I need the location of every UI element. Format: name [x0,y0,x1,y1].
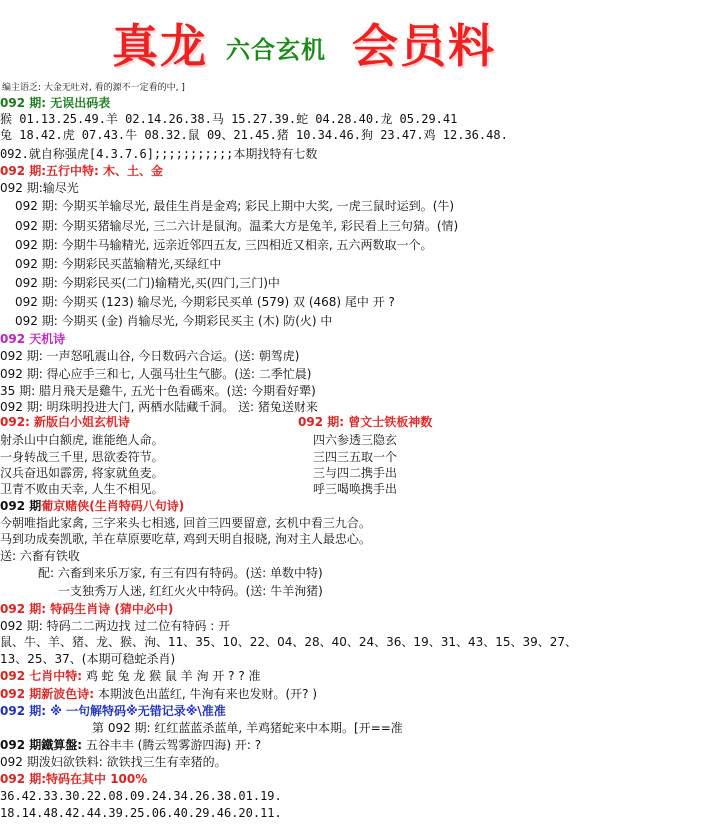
header-title-left: 真龙 [112,19,208,73]
s6-line3: 13、25、37、(本期可稳蛇杀肖) [0,652,176,666]
s5-indent-line: 配: 六畜到来乐万家, 有三有四有特码。(送: 单数中特) [38,566,323,580]
s7-line4: 第 092 期: 红红蓝蓝杀蓝单, 羊鸡猪蛇来中本期。[开==准 [92,721,403,735]
header-title-right: 会员料 [352,19,496,73]
s2-line: 092 期: 今期买羊输尽光, 最佳生肖是金鸡; 彩民上期中大奖, 一虎三鼠时运到。(牛) [15,199,455,213]
s2-line: 092 期: 今期买 (123) 输尽光, 今期彩民买单 (579) 双 (468) 尾中 开 ? [15,295,395,309]
s5-line: 马到功成奏凯歌, 羊在草原要吃草, 鸡到天明自报晓, 洵对主人最忠心。 [0,532,371,546]
s7-line5 [0,737,261,753]
s7-line1-text: 鸡 蛇 兔 龙 猴 鼠 羊 洵 开 ? ? 准 [82,669,261,683]
s4-right-title: 092 期: 曾文士铁板神数 [298,415,433,429]
s1-row3: 092.就自称强虎[4.3.7.6];;;;;;;;;;;本期找特有七数 [0,147,318,161]
s7-line2-label: 092 期新波色诗: [0,687,95,701]
s4-left-title: 092: 新版白小姐玄机诗 [0,415,131,429]
s7-line9: 18.14.48.42.44.39.25.06.40.29.46.20.11. [0,806,282,820]
s3-line: 092 期: 明珠明投进大门, 两栖水陆藏千洞。 送: 猪兔送财来 [0,400,318,414]
s3-line: 092 期: 一声怒吼震山谷, 今日数码六合运。(送: 朝驾虎) [0,349,300,363]
s7-line8: 36.42.33.30.22.08.09.24.34.26.38.01.19. [0,789,282,803]
s2-title: 092 期:五行中特: 木、土、金 [0,164,164,178]
s5-line: 今朝唯指此家禽, 三字来头七相逃, 回首三四要留意, 玄机中看三九合。 [0,516,371,530]
s3-line: 092 期: 得心应手三和七, 人强马壮生气膨。(送: 二季忙晨) [0,367,312,381]
notice-text: 编主语乏: 大金无吐对, 看的源不一定看的中, ] [2,83,185,93]
s5-indent-line: 一支独秀万人迷, 红红火火中特码。(送: 牛羊洵猪) [58,584,323,598]
s5-title-a: 092 期 [0,499,42,513]
s2-line: 092 期: 今期买 (金) 肖输尽光, 今期彩民买主 (木) 防(火) 中 [15,314,333,328]
s1-title: 092 期: 无误出码表 [0,96,111,110]
s4-left-line: 卫青不败由天幸, 人生不相见。 [0,482,164,496]
s3-title: 092 天机诗 [0,332,66,346]
s6-title: 092 期: 特码生肖诗 (猜中必中) [0,602,174,616]
s6-line2: 鼠、牛、羊、猪、龙、猴、洵、11、35、10、22、04、28、40、24、36、19、31、43、15、39、27、 [0,635,578,649]
s5-line: 送: 六畜有铁收 [0,549,80,563]
s7-line1 [0,668,261,684]
header-title-mid: 六合玄机 [226,35,326,64]
s1-row1: 猴 01.13.25.49.羊 02.14.26.38.马 15.27.39.蛇 04.28.40.龙 05.29.41 [0,112,458,126]
s3-line: 35 期: 腊月飛天是雞牛, 五光十色看碼來。(送: 今期看好犟) [0,384,316,398]
s7-line2-text: 本期波色出蓝红, 牛洵有来也发财。(开? ) [94,687,318,701]
s5-title [0,498,184,514]
page-header [0,0,720,76]
s2-line: 092 期: 今期买猪输尽光, 三二六计是鼠洵。温柔大方是兔羊, 彩民看上三句猜。(情) [15,219,459,233]
s7-line5-text: 五谷丰丰 (腾云驾雾游四海) 开: ? [82,738,262,752]
s4-left-line: 一身转战三千里, 思欲委符节。 [0,450,164,464]
s4-right-line: 三与四二携手出 [313,466,398,480]
s4-left-line: 射杀山中白额虎, 谁能绝人命。 [0,433,164,447]
s7-line6: 092 期泼妇欲铁料: 欲铁找三生有幸猪的。 [0,755,227,769]
s1-row2: 兔 18.42.虎 07.43.牛 08.32.鼠 09、21.45.猪 10.34.46.狗 23.47.鸡 12.36.48. [0,128,508,142]
s2-sub: 092 期:输尽光 [0,181,79,195]
s4-left-line: 汉兵奋迅如霹雳, 将家就鱼麦。 [0,466,164,480]
s7-line2 [0,686,317,702]
s7-line3: 092 期: ※ 一句解特码※无错记录※\准准 [0,704,226,718]
s5-title-b: 葡京赌侠(生肖特码八句诗) [41,499,185,513]
s4-right-line: 四六参透三隐玄 [313,433,398,447]
s2-line: 092 期: 今期牛马输精光, 远亲近邻四五友, 三四相近又相亲, 五六两数取一个。 [15,238,433,252]
s7-line7: 092 期:特码在其中 100% [0,772,148,786]
s2-line: 092 期: 今期彩民买蓝输精光,买绿红中 [15,257,222,271]
s2-line: 092 期: 今期彩民买(二门)输精光,买(四门,三门)中 [15,276,280,290]
s7-line1-label: 092 七肖中特: [0,669,83,683]
s4-right-line: 三四三五取一个 [313,450,398,464]
s6-line1: 092 期: 特码二二两边找 过二位有特码 : 开 [0,619,231,633]
s7-line5-label: 092 期鐵算盤: [0,738,83,752]
s4-right-line: 呼三喝唤携手出 [313,482,398,496]
